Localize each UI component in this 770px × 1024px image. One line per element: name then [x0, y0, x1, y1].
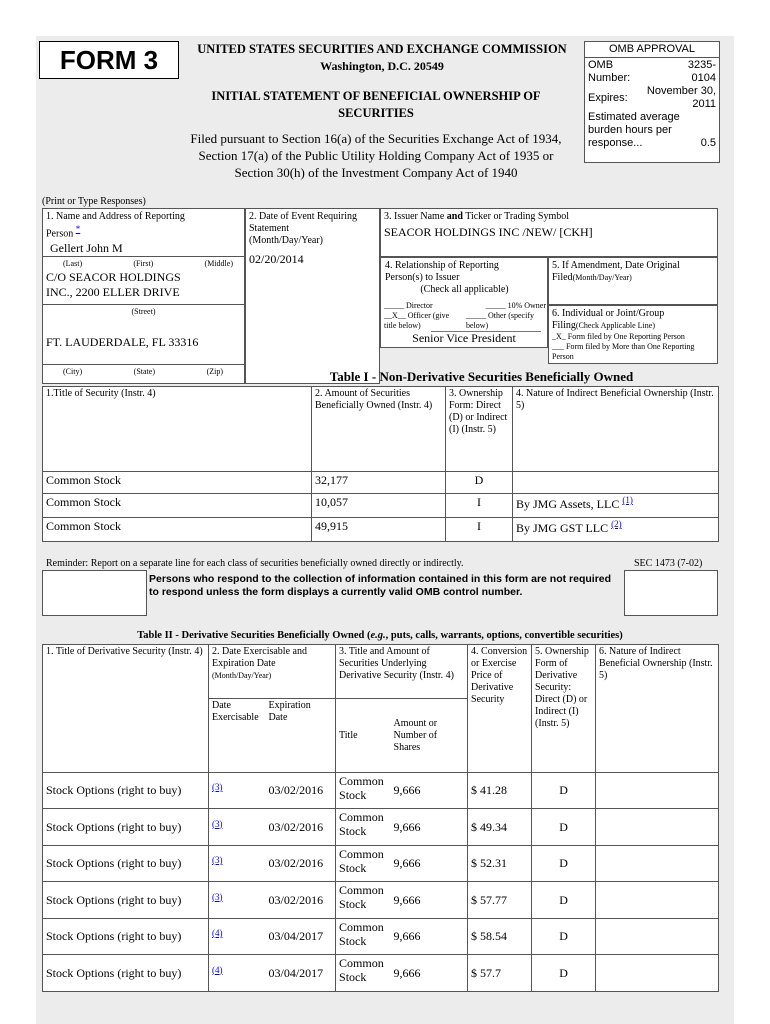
omb-approval-box: [584, 41, 720, 163]
filed-line-2: Section 17(a) of the Public Utility Holding Company Act of 1935 or: [198, 148, 554, 163]
ten-percent-owner-checkbox[interactable]: _____ 10% Owner: [485, 301, 546, 310]
director-checkbox[interactable]: _____ Director: [384, 301, 433, 310]
exercisable-link[interactable]: (3): [209, 846, 266, 882]
middle-label: (Middle): [204, 259, 233, 268]
amendment-box: [548, 257, 718, 305]
security-amount: 49,915: [312, 518, 446, 542]
security-title: Common Stock: [43, 518, 312, 542]
exercisable-link[interactable]: (3): [209, 809, 266, 846]
omb-burden-2: burden hours per: [588, 124, 672, 136]
reporting-label-2: Person: [46, 228, 74, 240]
table2-col1-header: 1. Title of Derivative Security (Instr. 4): [43, 645, 209, 773]
table-row: [43, 955, 719, 992]
amendment-label-2: Filed: [552, 272, 573, 283]
reporting-label-1: 1. Name and Address of Reporting: [46, 211, 185, 222]
filed-line-1: Filed pursuant to Section 16(a) of the Securities Exchange Act of 1934,: [190, 131, 562, 146]
omb-expires-year: 2011: [692, 98, 716, 110]
filed-line-3: Section 30(h) of the Investment Company Act of 1940: [234, 165, 518, 180]
filing-label-3: (Check Applicable Line): [575, 321, 655, 330]
relationship-label-1: 4. Relationship of Reporting: [385, 260, 499, 271]
omb-expires-value: November 30,: [646, 85, 716, 97]
reporting-name: Gellert John M: [50, 241, 123, 255]
exercise-price: $ 41.28: [468, 773, 532, 809]
underlying-shares: 9,666: [391, 846, 468, 882]
underlying-shares: 9,666: [391, 882, 468, 919]
form-sheet: [36, 36, 734, 1024]
date-exercisable-header: Date Exercisable: [209, 699, 266, 773]
zip-label: (Zip): [206, 367, 223, 376]
issuer-box: [380, 208, 718, 257]
officer-title: Senior Vice President: [412, 331, 516, 345]
ownership-form: D: [532, 846, 596, 882]
persons-box: [42, 570, 718, 616]
table1-title: Table I - Non-Derivative Securities Beneficially Owned: [329, 369, 634, 384]
table-row: [43, 773, 719, 809]
table2-title: Table II - Derivative Securities Beneficially Owned (e.g., puts, calls, warrants, options, convertible securities): [137, 630, 623, 641]
ownership-nature: [596, 919, 719, 955]
agency-location: Washington, D.C. 20549: [320, 59, 444, 73]
exercise-price: $ 58.54: [468, 919, 532, 955]
expiration-date: 03/04/2017: [266, 919, 336, 955]
table1-col4-header: 4. Nature of Indirect Beneficial Ownership (Instr. 5): [513, 387, 719, 472]
underlying-amount-header: Amount or Number of Shares: [391, 699, 468, 773]
omb-number-value: 3235-: [687, 59, 716, 71]
derivative-title: Stock Options (right to buy): [43, 882, 209, 919]
ownership-nature: [513, 472, 719, 494]
exercisable-link[interactable]: (3): [209, 882, 266, 919]
omb-number-label: OMB: [588, 59, 614, 71]
ownership-nature: [596, 955, 719, 992]
relationship-box: [380, 257, 548, 348]
omb-burden-1: Estimated average: [588, 111, 680, 123]
omb-burden-value: 0.5: [700, 137, 716, 149]
issuer-label-and: and: [446, 211, 463, 222]
omb-burden-3: response...: [588, 137, 643, 149]
filing-option-one[interactable]: _X_ Form filed by One Reporting Person: [552, 332, 685, 341]
underlying-title: Common Stock: [336, 809, 391, 846]
first-label: (First): [133, 259, 154, 268]
table-row: [43, 472, 719, 494]
relationship-label-2: Person(s) to Issuer: [385, 272, 460, 283]
exercise-price: $ 57.7: [468, 955, 532, 992]
table-row: [43, 494, 719, 518]
filing-label-2: Filing: [552, 320, 576, 331]
underlying-title: Common Stock: [336, 919, 391, 955]
street-label: (Street): [131, 307, 156, 316]
ownership-form: D: [532, 919, 596, 955]
ownership-form: I: [446, 494, 513, 518]
street-line-2: INC., 2200 ELLER DRIVE: [46, 285, 180, 299]
state-label: (State): [133, 367, 155, 376]
last-label: (Last): [63, 259, 83, 268]
reminder-text: Reminder: Report on a separate line for each class of securities beneficially owned directly or indirectly.: [46, 558, 464, 569]
table1-col2-header: 2. Amount of Securities Beneficially Owned (Instr. 4): [312, 387, 446, 472]
issuer-label-pre: 3. Issuer Name: [384, 211, 447, 222]
filed-pursuant: [166, 130, 586, 181]
underlying-title: Common Stock: [336, 773, 391, 809]
exercisable-link[interactable]: (4): [209, 955, 266, 992]
underlying-shares: 9,666: [391, 955, 468, 992]
sec-number: SEC 1473 (7-02): [634, 558, 703, 569]
underlying-title: Common Stock: [336, 955, 391, 992]
ownership-nature: [596, 846, 719, 882]
underlying-shares: 9,666: [391, 919, 468, 955]
omb-expires-label: Expires:: [588, 91, 628, 104]
table-row: [43, 518, 719, 542]
ownership-form: D: [446, 472, 513, 494]
security-amount: 32,177: [312, 472, 446, 494]
print-note: (Print or Type Responses): [42, 196, 146, 207]
ownership-nature: By JMG Assets, LLC $^{(1)}$: [513, 494, 719, 518]
exercise-price: $ 52.31: [468, 846, 532, 882]
ownership-form: D: [532, 955, 596, 992]
table-row: [43, 919, 719, 955]
derivative-title: Stock Options (right to buy): [43, 809, 209, 846]
omb-title: OMB APPROVAL: [585, 42, 719, 58]
underlying-title: Common Stock: [336, 846, 391, 882]
event-label-1: 2. Date of Event Requiring: [249, 211, 358, 222]
table1: [42, 386, 719, 542]
table2-col3-header: 3. Title and Amount of Securities Underlying Derivative Security (Instr. 4): [336, 645, 468, 699]
ownership-form: D: [532, 882, 596, 919]
expiration-date: 03/02/2016: [266, 773, 336, 809]
amendment-label-1: 5. If Amendment, Date Original: [552, 260, 680, 271]
table2-col2-header: 2. Date Exercisable and Expiration Date (Month/Day/Year): [209, 645, 336, 699]
event-label-3: (Month/Day/Year): [249, 235, 323, 246]
derivative-title: Stock Options (right to buy): [43, 955, 209, 992]
table2-col6-header: 6. Nature of Indirect Beneficial Ownership (Instr. 5): [596, 645, 719, 773]
underlying-title-header: Title: [336, 699, 391, 773]
table-row: [43, 846, 719, 882]
reporting-asterisk-link[interactable]: *: [75, 224, 81, 234]
issuer-label-post: Ticker or Trading Symbol: [462, 211, 570, 222]
footnote-link[interactable]: (2): [611, 519, 622, 529]
security-amount: 10,057: [312, 494, 446, 518]
expiration-date: 03/04/2017: [266, 955, 336, 992]
security-title: Common Stock: [43, 472, 312, 494]
security-title: Common Stock: [43, 494, 312, 518]
issuer-name: SEACOR HOLDINGS INC /NEW/ [CKH]: [384, 225, 593, 239]
filing-option-multiple[interactable]: ___ Form filed by More than One Reporting Person: [552, 342, 695, 361]
exercise-price: $ 57.77: [468, 882, 532, 919]
exercisable-link[interactable]: (4): [209, 919, 266, 955]
footnote-link[interactable]: (1): [622, 495, 633, 505]
underlying-title: Common Stock: [336, 882, 391, 919]
ownership-nature: [596, 809, 719, 846]
officer-checkbox[interactable]: __X__ Officer (give title below): [384, 311, 450, 330]
other-checkbox[interactable]: _____ Other (specify below): [466, 311, 534, 330]
table2-col5-header: 5. Ownership Form of Derivative Security: Direct (D) or Indirect (I) (Instr. 5): [532, 645, 596, 773]
statement-title: [166, 88, 586, 122]
exercise-price: $ 49.34: [468, 809, 532, 846]
filing-label-1: 6. Individual or Joint/Group: [552, 308, 665, 319]
form-title: FORM 3: [39, 41, 179, 79]
city-line: FT. LAUDERDALE, FL 33316: [46, 335, 199, 349]
ownership-form: I: [446, 518, 513, 542]
derivative-title: Stock Options (right to buy): [43, 846, 209, 882]
table2: [42, 644, 719, 992]
table-row: [43, 809, 719, 846]
derivative-title: Stock Options (right to buy): [43, 919, 209, 955]
ownership-form: D: [532, 773, 596, 809]
expiration-date-header: Expiration Date: [266, 699, 336, 773]
ownership-nature: By JMG GST LLC $^{(2)}$: [513, 518, 719, 542]
street-line-1: C/O SEACOR HOLDINGS: [46, 270, 181, 284]
derivative-title: Stock Options (right to buy): [43, 773, 209, 809]
reporting-person-box: [42, 208, 245, 384]
expiration-date: 03/02/2016: [266, 846, 336, 882]
agency-name: UNITED STATES SECURITIES AND EXCHANGE COMMISSION: [197, 42, 567, 56]
relationship-label-3: (Check all applicable): [420, 284, 509, 295]
filing-box: [548, 305, 718, 364]
table1-col1-header: 1.Title of Security (Instr. 4): [43, 387, 312, 472]
persons-notice: Persons who respond to the collection of information contained in this form are not required to respond unless the form displays a currently valid OMB control number.: [149, 573, 612, 598]
table-row: [43, 882, 719, 919]
underlying-shares: 9,666: [391, 809, 468, 846]
ownership-nature: [596, 882, 719, 919]
event-date-box: [245, 208, 380, 384]
table2-col4-header: 4. Conversion or Exercise Price of Derivative Security: [468, 645, 532, 773]
ownership-nature: [596, 773, 719, 809]
event-date: 02/20/2014: [249, 252, 304, 266]
city-label: (City): [63, 367, 83, 376]
table1-col3-header: 3. Ownership Form: Direct (D) or Indirect (I) (Instr. 5): [446, 387, 513, 472]
statement-title-line-2: SECURITIES: [338, 106, 414, 120]
underlying-shares: 9,666: [391, 773, 468, 809]
expiration-date: 03/02/2016: [266, 809, 336, 846]
ownership-form: D: [532, 809, 596, 846]
omb-number-label-2: Number:: [588, 72, 631, 84]
exercisable-link[interactable]: (3): [209, 773, 266, 809]
amendment-label-3: (Month/Day/Year): [572, 273, 632, 282]
expiration-date: 03/02/2016: [266, 882, 336, 919]
statement-title-line-1: INITIAL STATEMENT OF BENEFICIAL OWNERSHIP OF: [211, 89, 541, 103]
omb-number-value-2: 0104: [691, 72, 716, 84]
event-label-2: Statement: [249, 223, 289, 234]
